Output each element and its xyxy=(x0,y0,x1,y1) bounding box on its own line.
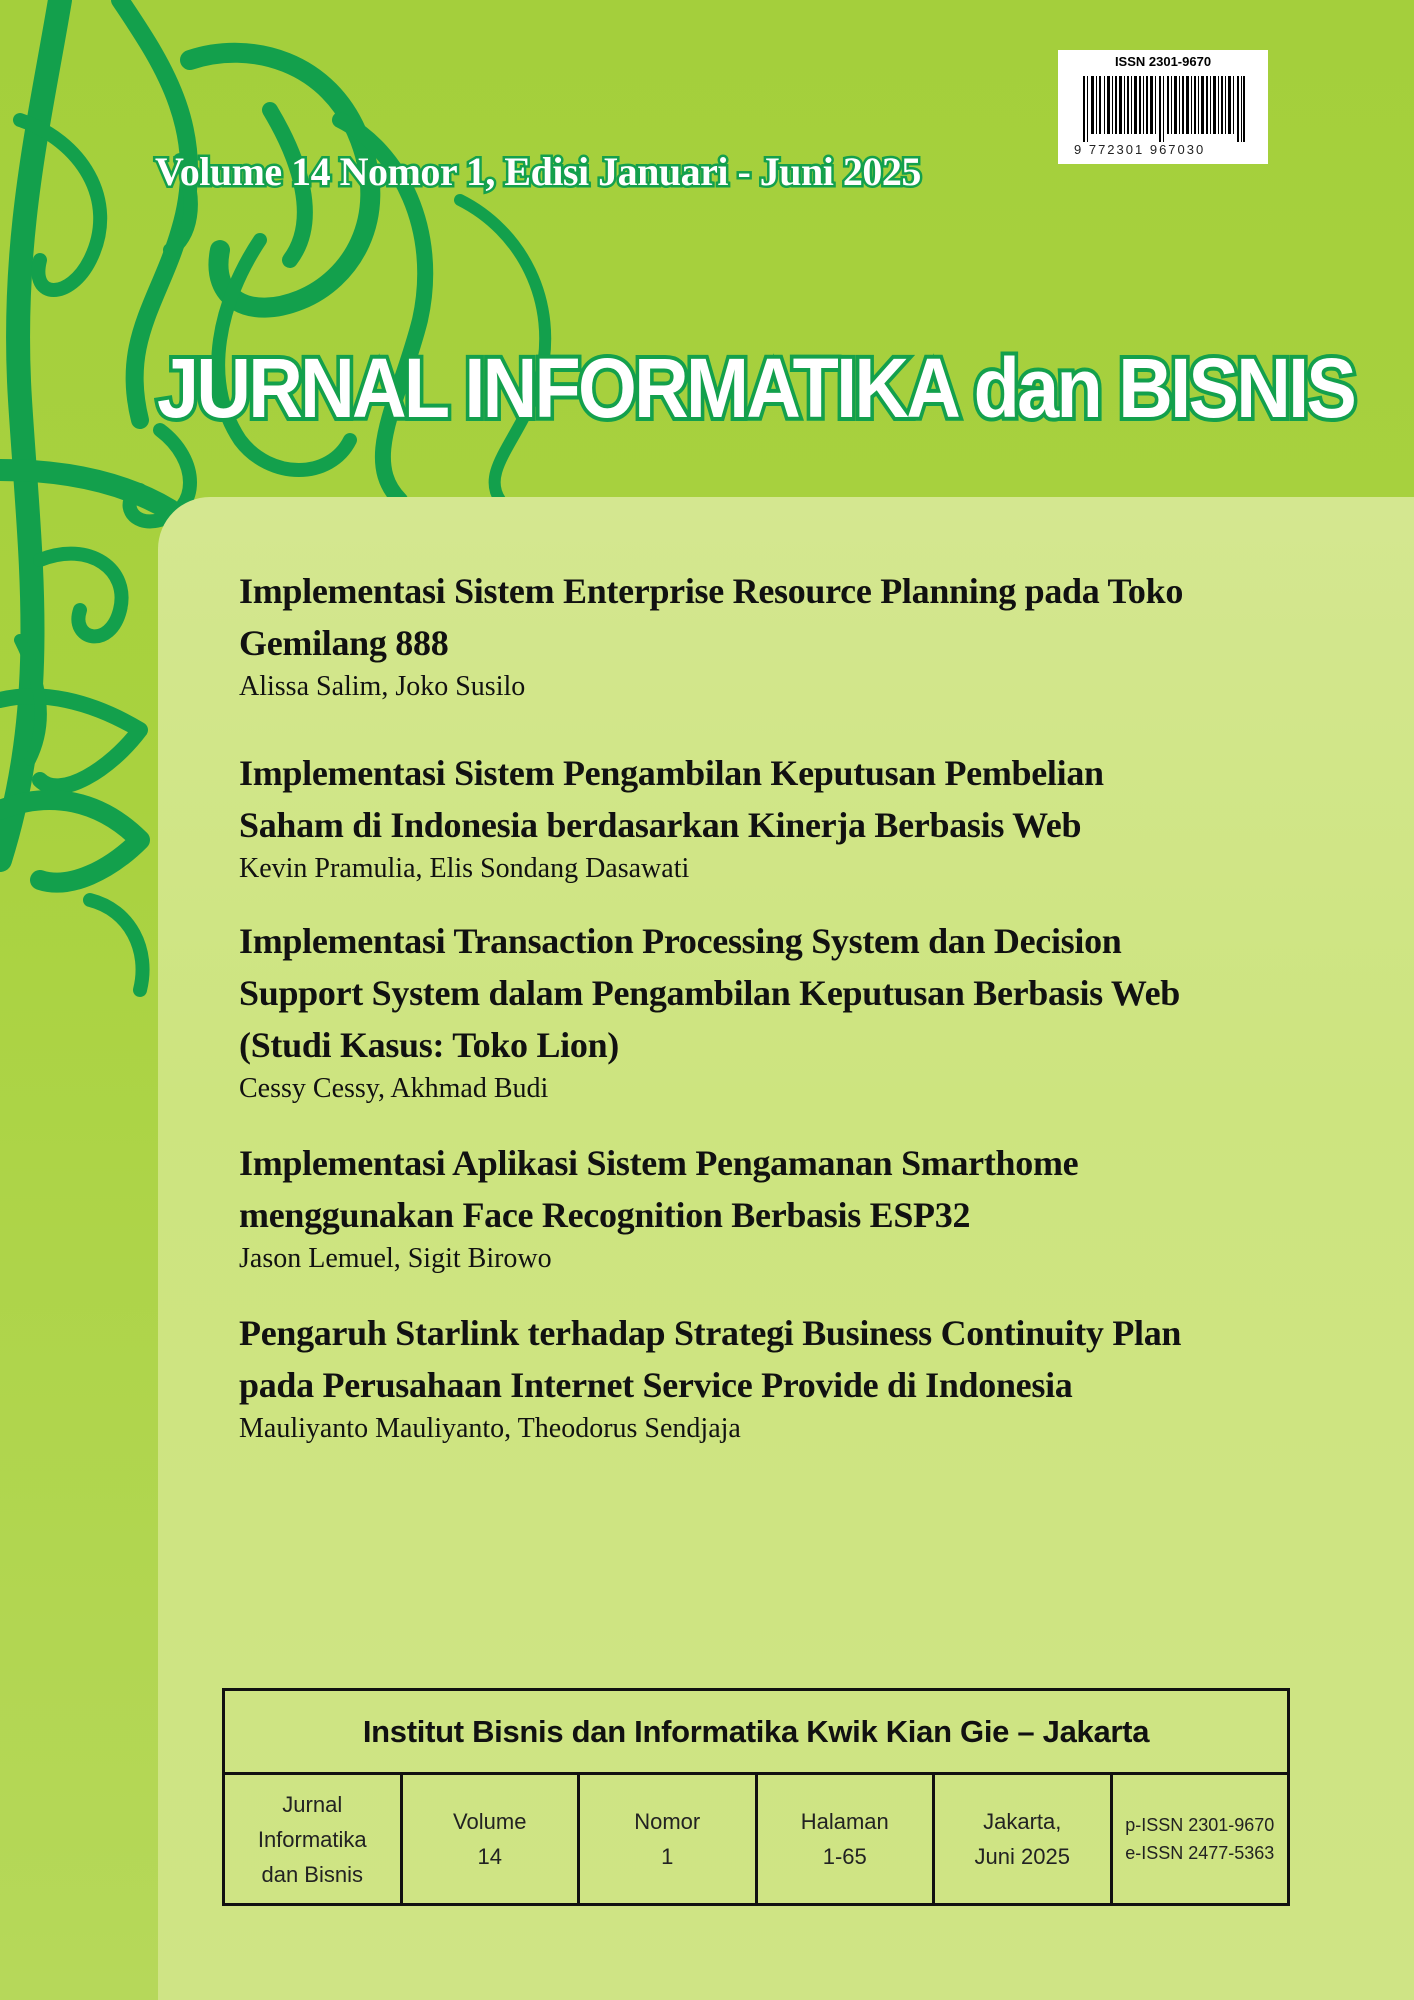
issn-barcode-box xyxy=(1058,50,1268,164)
issue-number-cell xyxy=(580,1775,758,1903)
article-title-line: Pengaruh Starlink terhadap Strategi Business Continuity Plan xyxy=(239,1313,1182,1353)
pages-cell xyxy=(758,1775,936,1903)
article-item xyxy=(239,565,1299,705)
article-title-line: menggunakan Face Recognition Berbasis ESP32 xyxy=(239,1195,971,1235)
cell-line: 1 xyxy=(661,1844,674,1869)
article-title-line: Saham di Indonesia berdasarkan Kinerja Berbasis Web xyxy=(239,805,1082,845)
article-authors: Kevin Pramulia, Elis Sondang Dasawati xyxy=(239,853,690,884)
article-title xyxy=(239,915,1299,1071)
article-title-line: Support System dalam Pengambilan Keputusan Berbasis Web xyxy=(239,973,1181,1013)
cell-line: Jurnal xyxy=(282,1791,343,1817)
cell-line: p-ISSN 2301-9670 xyxy=(1125,1815,1275,1835)
cell-line: Volume xyxy=(453,1809,527,1834)
journal-name-cell xyxy=(225,1775,403,1903)
article-title-line: Implementasi Aplikasi Sistem Pengamanan Smarthome xyxy=(239,1143,1079,1183)
journal-title: JURNAL INFORMATIKA dan BISNIS xyxy=(157,341,1355,435)
ornament-stroke xyxy=(90,900,143,990)
article-title-line: (Studi Kasus: Toko Lion) xyxy=(239,1025,619,1065)
institution-name: Institut Bisnis dan Informatika Kwik Kian Gie – Jakarta xyxy=(225,1691,1287,1775)
volume-edition-line: Volume 14 Nomor 1, Edisi Januari - Juni 2025 xyxy=(155,149,921,194)
article-list xyxy=(239,565,1299,1447)
cell-line: Halaman xyxy=(800,1809,889,1834)
article-item xyxy=(239,1307,1299,1447)
article-title xyxy=(239,1137,1299,1241)
publication-info-row xyxy=(225,1775,1287,1903)
cell-line: dan Bisnis xyxy=(261,1861,363,1887)
article-title xyxy=(239,565,1299,669)
article-item xyxy=(239,747,1299,887)
article-title xyxy=(239,747,1299,851)
article-title-line: pada Perusahaan Internet Service Provide di Indonesia xyxy=(239,1365,1073,1405)
article-item xyxy=(239,915,1299,1107)
volume-cell xyxy=(403,1775,581,1903)
barcode-icon xyxy=(1083,76,1245,142)
issn-cell xyxy=(1113,1775,1288,1903)
cell-line: Juni 2025 xyxy=(974,1844,1070,1869)
article-title-line: Implementasi Transaction Processing System dan Decision xyxy=(239,921,1122,961)
issn-label: ISSN 2301-9670 xyxy=(1114,54,1212,69)
place-date-cell xyxy=(935,1775,1113,1903)
article-authors: Mauliyanto Mauliyanto, Theodorus Sendjaja xyxy=(239,1413,741,1444)
article-title xyxy=(239,1307,1299,1411)
article-authors: Cessy Cessy, Akhmad Budi xyxy=(239,1073,549,1104)
publication-info-table xyxy=(222,1688,1290,1906)
barcode-digits: 9 772301 967030 xyxy=(1074,142,1206,157)
article-title-line: Implementasi Sistem Pengambilan Keputusan Pembelian xyxy=(239,753,1104,793)
ornament-stroke xyxy=(0,800,140,883)
cell-line: 1-65 xyxy=(822,1844,867,1869)
cell-line: Informatika xyxy=(257,1826,367,1852)
cell-line: Jakarta, xyxy=(983,1809,1062,1834)
article-authors: Alissa Salim, Joko Susilo xyxy=(239,671,526,702)
article-title-line: Gemilang 888 xyxy=(239,623,449,663)
ornament-stroke xyxy=(40,554,122,637)
article-title-line: Implementasi Sistem Enterprise Resource Planning pada Toko xyxy=(239,571,1184,611)
cell-line: e-ISSN 2477-5363 xyxy=(1125,1843,1275,1863)
cell-line: Nomor xyxy=(634,1809,701,1834)
article-item xyxy=(239,1137,1299,1277)
article-authors: Jason Lemuel, Sigit Birowo xyxy=(239,1243,552,1274)
cell-line: 14 xyxy=(477,1844,502,1869)
